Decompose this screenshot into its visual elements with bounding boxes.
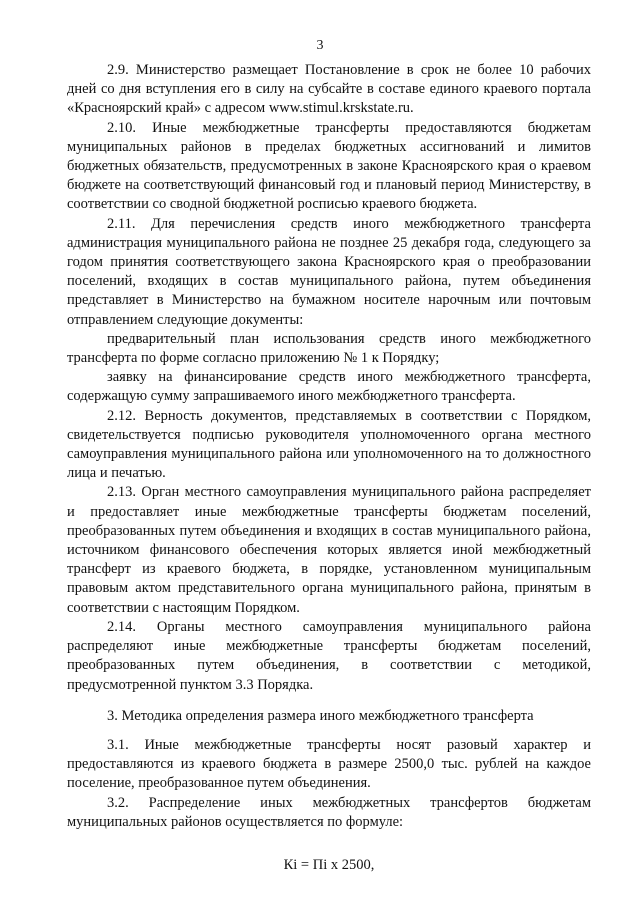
- paragraph-2-12: 2.12. Верность документов, представляемых в соответствии с Порядком, свидетельствуется подписью руководителя уполномоченного органа местного самоуправления муниципального района или уполномоченного на то должностного лица и печатью.: [67, 407, 591, 482]
- paragraph-2-14: 2.14. Органы местного самоуправления муниципального района распределяют иные межбюджетные трансферты бюджетам поселений, преобразованных путем объединения, в соответствии с методикой, предусмотренной пунктом 3.3 Порядка.: [67, 618, 591, 693]
- paragraph-3-2: 3.2. Распределение иных межбюджетных трансфертов бюджетам муниципальных районов осуществляется по формуле:: [67, 794, 591, 830]
- formula: Кi = Пi х 2500,: [283, 856, 375, 873]
- paragraph-2-10: 2.10. Иные межбюджетные трансферты предоставляются бюджетам муниципальных районов в пределах бюджетных ассигнований и лимитов бюджетных обязательств, предусмотренных в законе Красноярского края о краевом бюджете на соответствующий финансовый год и плановый период Министерству, в соответствии со сводной бюджетной росписью краевого бюджета.: [67, 119, 591, 213]
- paragraph-2-13: 2.13. Орган местного самоуправления муниципального района распределяет и предоставляет иные межбюджетные трансферты бюджетам поселений, преобразованных путем объединения и входящих в состав муниципального района, источником финансового обеспечения которых является иной межбюджетный трансферт из краевого бюджета, в порядке, установленном муниципальным правовым актом представительного органа муниципального района, принятым в соответствии с настоящим Порядком.: [67, 484, 591, 616]
- section-heading: 3. Методика определения размера иного межбюджетного трансферта: [107, 707, 534, 724]
- paragraph-2-9: 2.9. Министерство размещает Постановление в срок не более 10 рабочих дней со дня вступления его в силу на субсайте в составе единого краевого портала «Красноярский край» с адресом www.stimul.krskstate.ru.: [67, 62, 591, 117]
- document-body: [67, 61, 591, 875]
- list-item-plan: предварительный план использования средств иного межбюджетного трансферта по форме согласно приложению № 1 к Порядку;: [67, 330, 591, 367]
- paragraph-2-11: 2.11. Для перечисления средств иного межбюджетного трансферта администрация муниципального района не позднее 25 декабря года, следующего за годом принятия соответствующего закона Красноярского края о преобразовании поселений, входящих в состав муниципального района, путем объединения представляет в Министерство на бумажном носителе нарочным или почтовым отправлением следующие документы:: [67, 215, 591, 328]
- list-item-application: заявку на финансирование средств иного межбюджетного трансферта, содержащую сумму запрашиваемого иного межбюджетного трансферта.: [67, 369, 591, 405]
- paragraph-3-1: 3.1. Иные межбюджетные трансферты носят разовый характер и предоставляются из краевого бюджета в размере 2500,0 тыс. рублей на каждое поселение, преобразованное путем объединения.: [67, 736, 591, 792]
- page-number: 3: [316, 38, 324, 53]
